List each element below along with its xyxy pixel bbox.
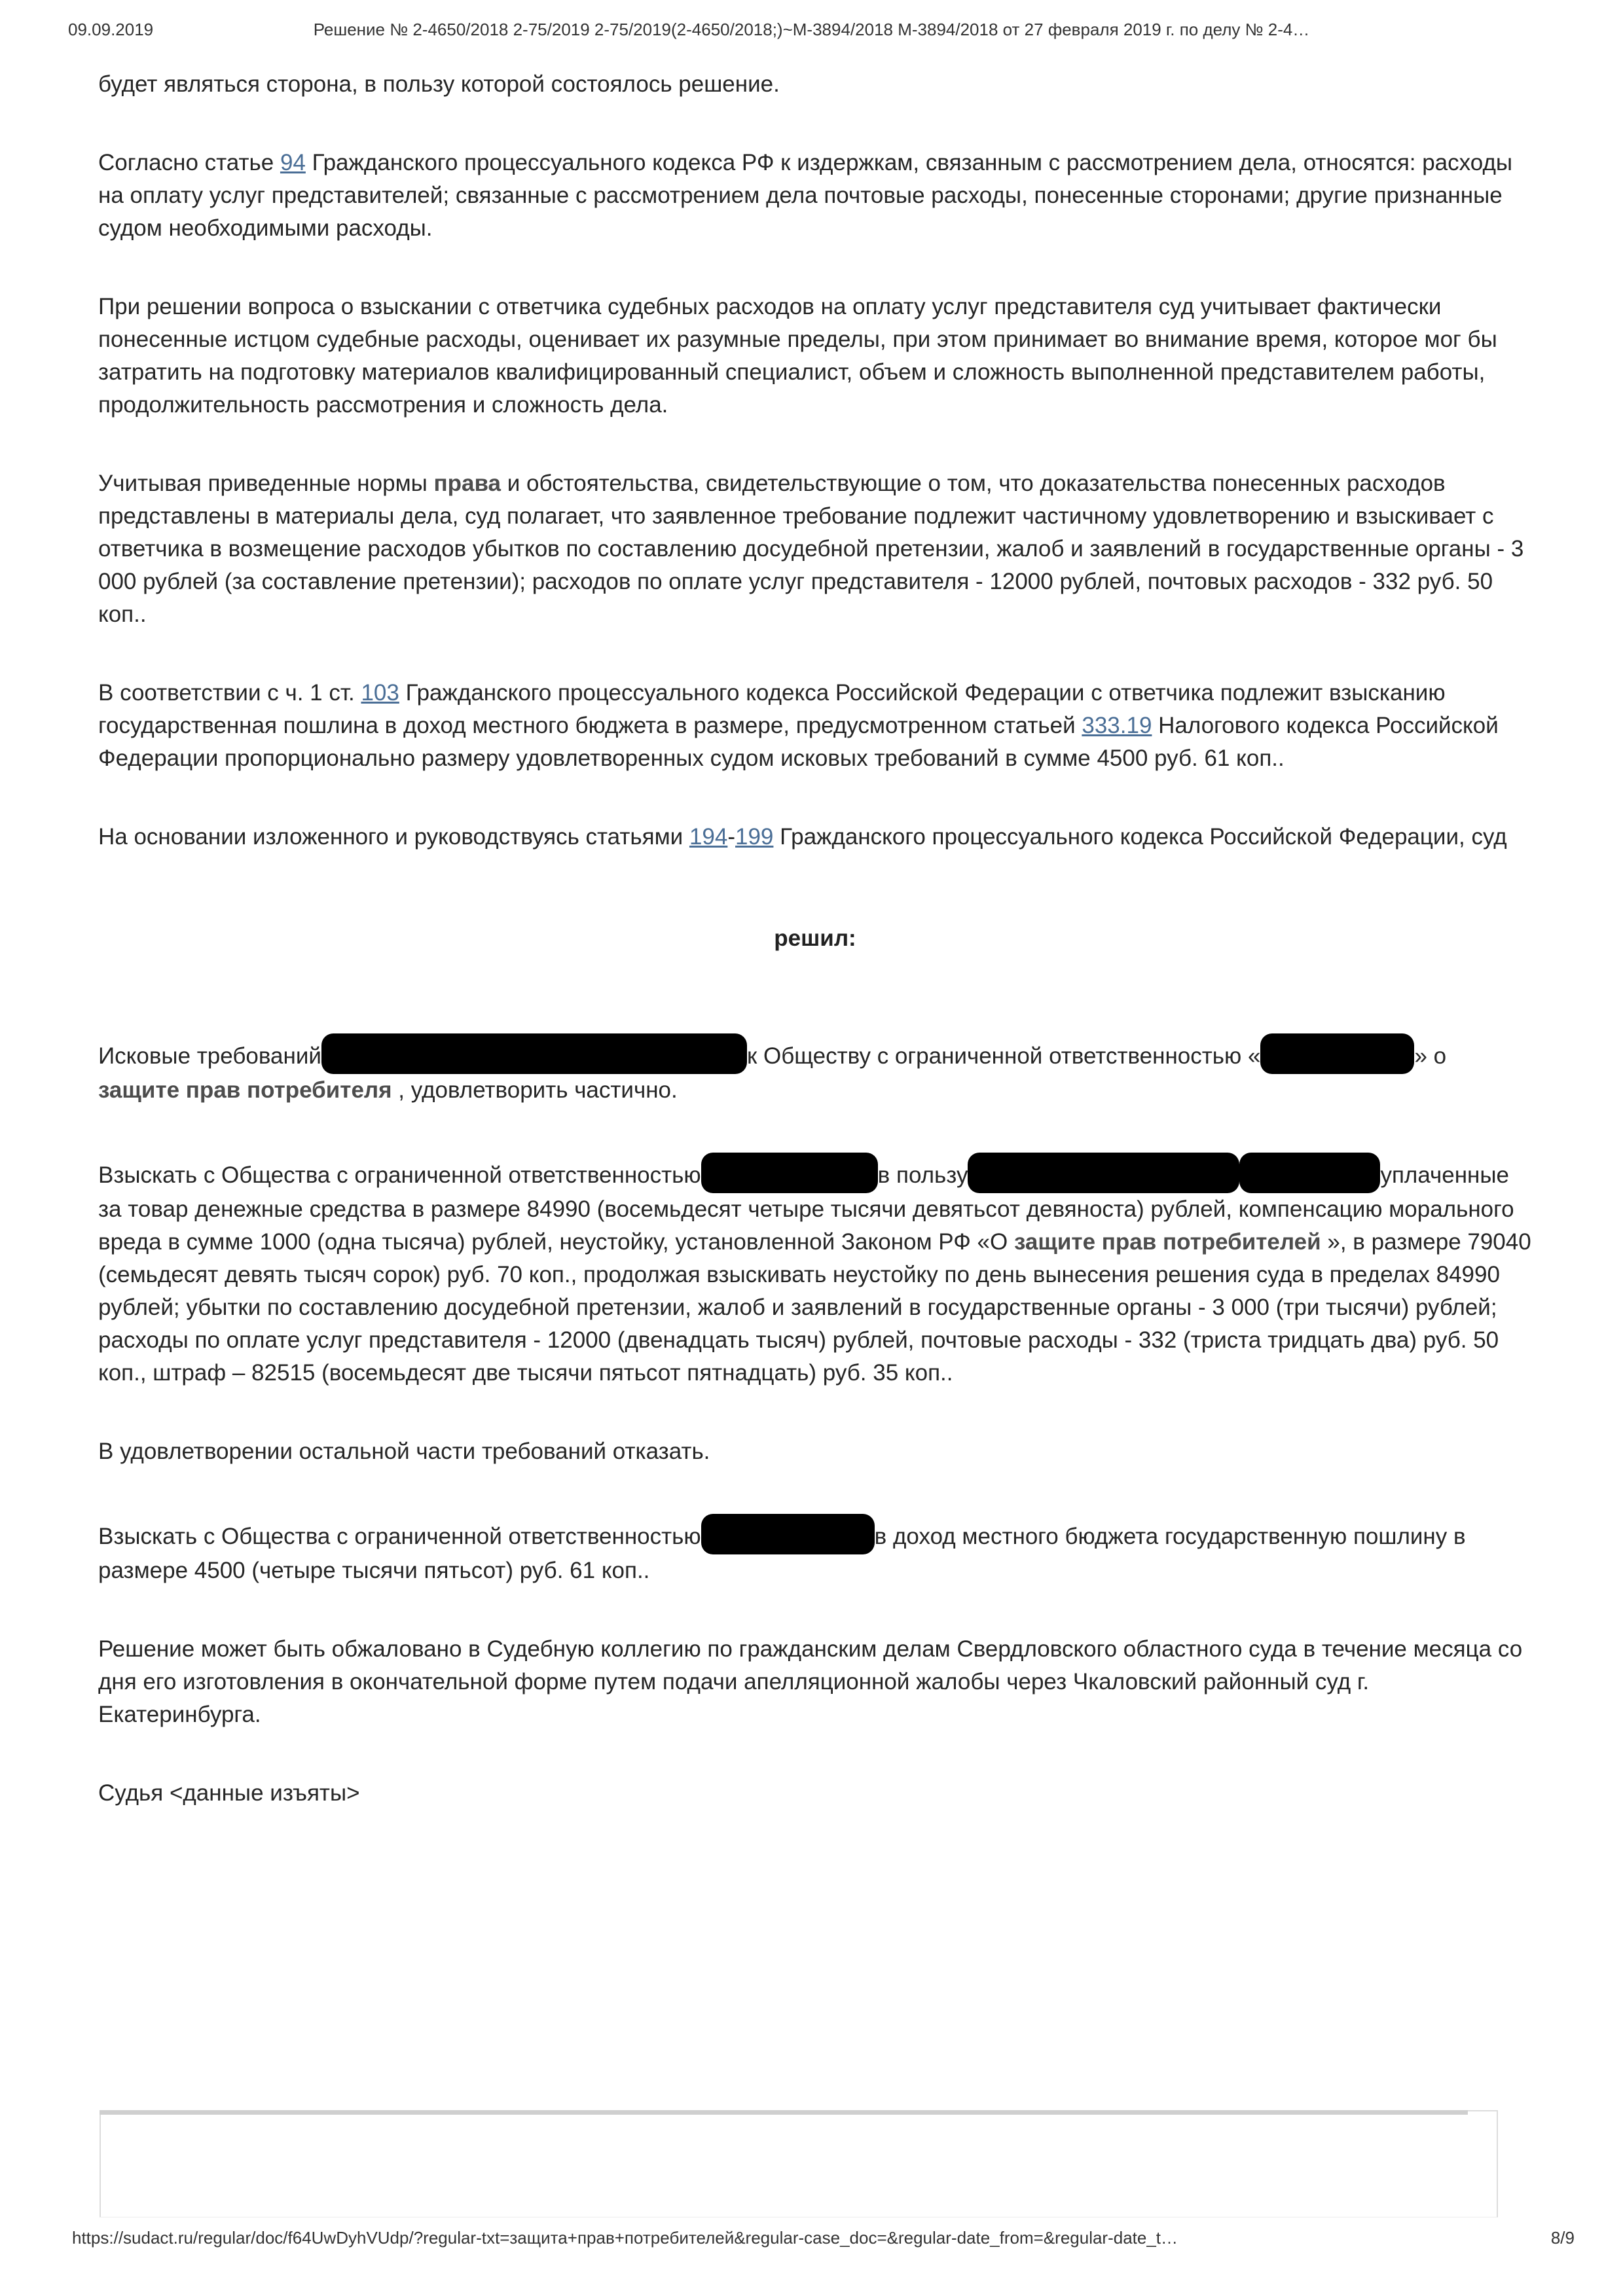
redaction-bar [701,1514,875,1554]
paragraph: Судья <данные изъяты> [98,1780,360,1806]
statute-link[interactable]: 94 [280,150,306,175]
paragraph: Согласно статье 94 Гражданского процессуального кодекса РФ к издержкам, связанным с рассмотрением дела, относятся: расходы на оплату услуг представителей; связанные с рассмотрением дела почтовые расходы, понесенные сторонами; другие признанные судом необходимыми расходы. [98,150,1513,241]
highlighted-term: защите прав потребителя [98,1077,392,1103]
highlighted-term: права [433,471,501,496]
paragraph: При решении вопроса о взыскании с ответчика судебных расходов на оплату услуг представителя суд учитывает фактически понесенные истцом судебные расходы, оценивает их разумные пределы, при этом принимает во внимание время, которое мог бы затратить на подготовку материалов квалифицированный специалист, объем и сложность выполненной представителем работы, продолжительность рассмотрения и сложность дела. [98,294,1497,418]
redaction-bar [968,1153,1239,1193]
statute-link[interactable]: 103 [361,680,399,706]
redaction-bar [1260,1033,1414,1074]
statute-link[interactable]: 333.19 [1082,713,1152,738]
redaction-bar [321,1033,747,1074]
document-body [98,68,1532,1810]
print-header-title: Решение № 2-4650/2018 2-75/2019 2-75/2019(2-4650/2018;)~М-3894/2018 М-3894/2018 от 27 февраля 2019 г. по делу № 2-4… [313,20,1310,39]
print-footer-url: https://sudact.ru/regular/doc/f64UwDyhVUdp/?regular-txt=защита+прав+потребителей&regular-case_doc=&regular-date_from=&regular-date_t… [72,2228,1178,2248]
print-header-date: 09.09.2019 [68,20,154,39]
print-footer-page-number: 8/9 [1550,2228,1575,2248]
paragraph: будет являться сторона, в пользу которой состоялось решение. [98,71,780,97]
paragraph: Решение может быть обжаловано в Судебную коллегию по гражданским делам Свердловского областного суда в течение месяца со дня его изготовления в окончательной форме путем подачи апелляционной жалобы через Чкаловский районный суд г. Екатеринбурга. [98,1636,1523,1727]
embedded-frame [100,2110,1498,2217]
resolution-heading: решил: [774,925,856,951]
redaction-bar [1239,1153,1380,1193]
statute-link[interactable]: 199 [735,824,774,850]
paragraph: Взыскать с Общества с ограниченной ответственностью в пользу уплаченные за товар денежные средства в размере 84990 (восемьдесят четыре тысячи девятьсот девяноста) рублей, компенсацию морального вреда в сумме 1000 (одна тысяча) рублей, неустойку, установленной Законом РФ «О защите прав потребителей », в размере 79040 (семьдесят девять тысяч сорок) руб. 70 коп., продолжая взыскивать неустойку по день вынесения решения суда в пределах 84990 рублей; убытки по составлению досудебной претензии, жалоб и заявлений в государственные органы - 3 000 (три тысячи) рублей; расходы по оплате услуг представителя - 12000 (двенадцать тысяч) рублей, почтовые расходы - 332 (триста тридцать два) руб. 50 коп., штраф – 82515 (восемьдесят две тысячи пятьсот пятнадцать) руб. 35 коп.. [98,1153,1532,1390]
paragraph: Учитывая приведенные нормы права и обстоятельства, свидетельствующие о том, что доказательства понесенных расходов представлены в материалы дела, суд полагает, что заявленное требование подлежит частичному удовлетворению и взыскивает с ответчика в возмещение расходов убытков по составлению досудебной претензии, жалоб и заявлений в государственные органы - 3 000 рублей (за составление претензии); расходов по оплате услуг представителя - 12000 рублей, почтовых расходов - 332 руб. 50 коп.. [98,471,1524,627]
paragraph: Взыскать с Общества с ограниченной ответственностью в доход местного бюджета государственную пошлину в размере 4500 (четыре тысячи пятьсот) руб. 61 коп.. [98,1514,1532,1587]
paragraph: Исковые требований к Обществу с ограниченной ответственностью « » о защите прав потребителя , удовлетворить частично. [98,1033,1532,1107]
embedded-frame-top-bar [100,2110,1468,2115]
paragraph: В удовлетворении остальной части требований отказать. [98,1439,710,1464]
redaction-bar [701,1153,878,1193]
statute-link[interactable]: 194 [689,824,728,850]
highlighted-term: защите прав потребителей [1013,1229,1321,1255]
paragraph: На основании изложенного и руководствуясь статьями 194-199 Гражданского процессуального кодекса Российской Федерации, суд [98,824,1507,850]
paragraph: В соответствии с ч. 1 ст. 103 Гражданского процессуального кодекса Российской Федерации с ответчика подлежит взысканию государственная пошлина в доход местного бюджета в размере, предусмотренном статьей 333.19 Налогового кодекса Российской Федерации пропорционально размеру удовлетворенных судом исковых требований в сумме 4500 руб. 61 коп.. [98,680,1499,771]
